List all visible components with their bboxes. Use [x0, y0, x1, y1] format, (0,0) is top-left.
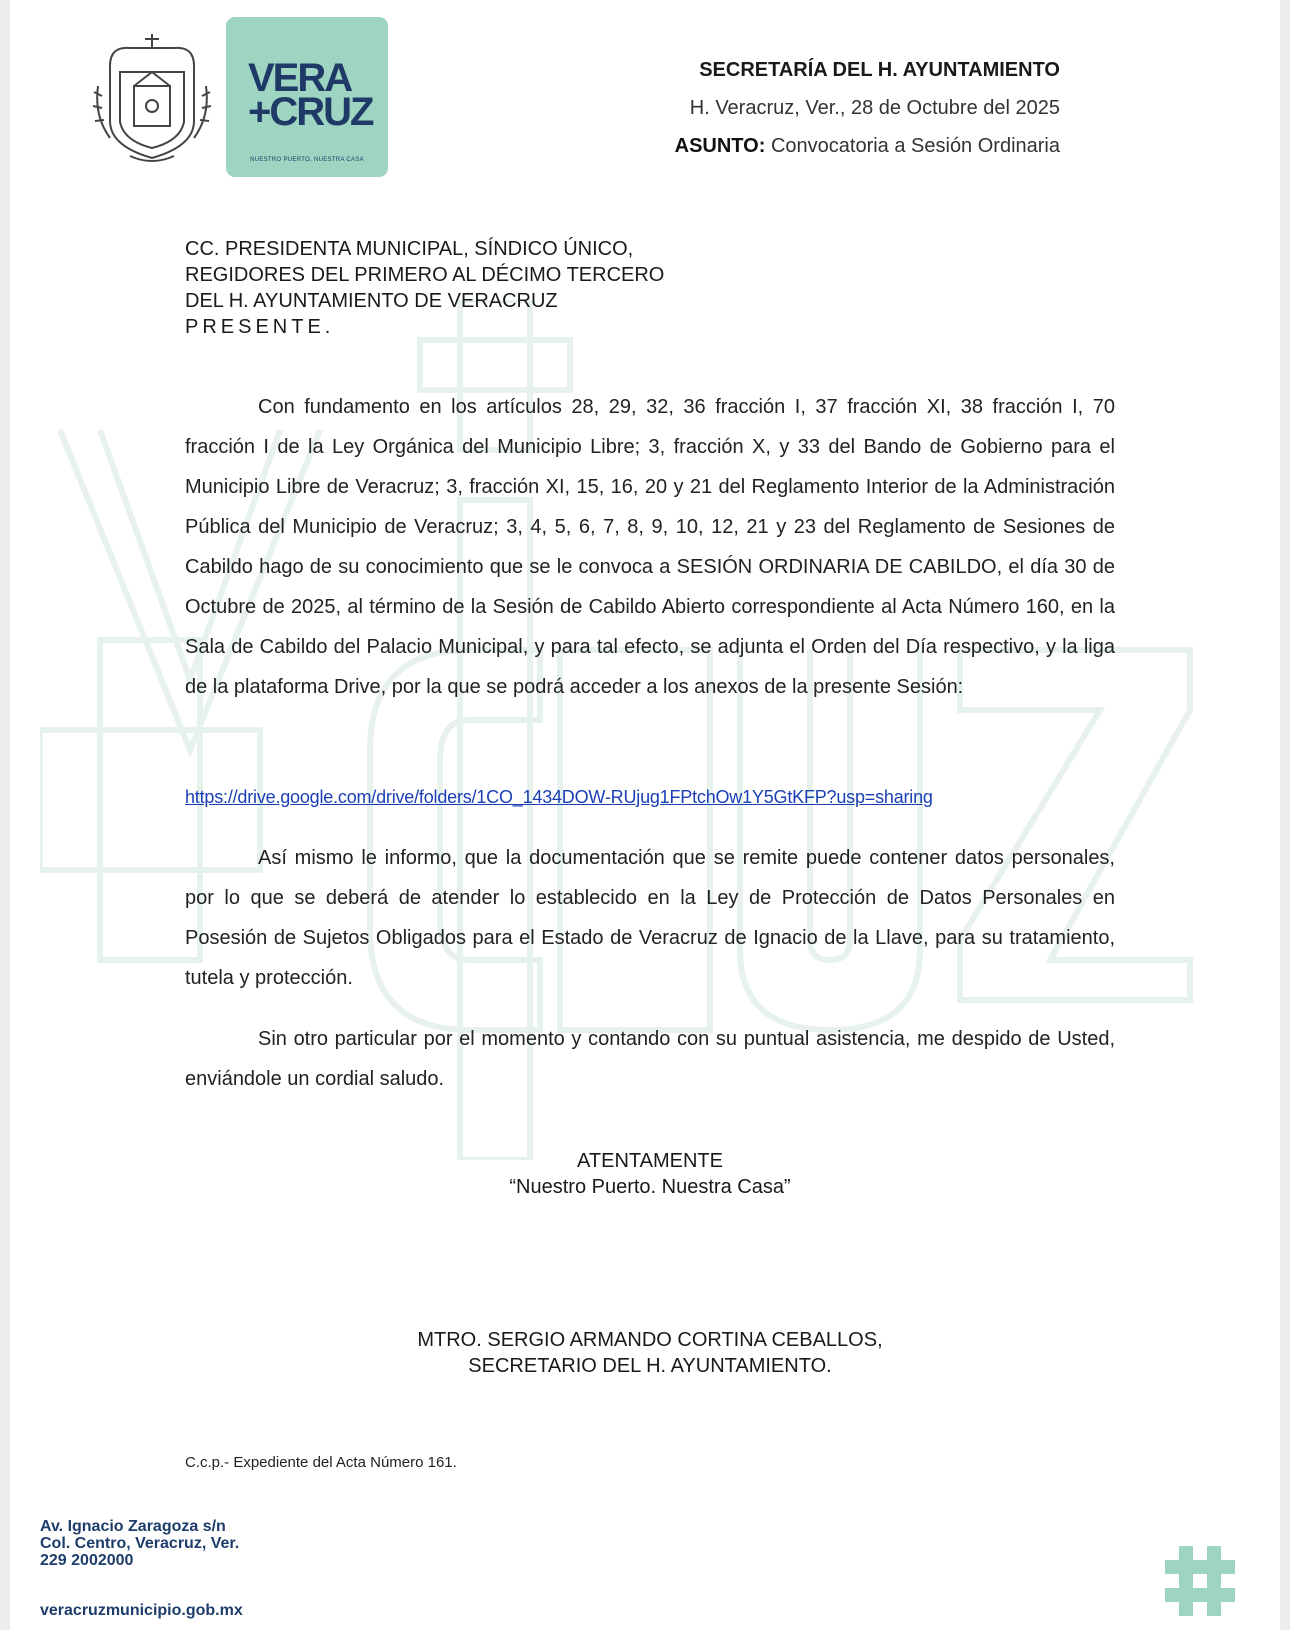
addressee-block [185, 236, 664, 340]
body-paragraph-legal-basis: Con fundamento en los artículos 28, 29, 32, 36 fracción I, 37 fracción XI, 38 fracción I, 70 fracción I de la Ley Orgánica del Municipio Libre; 3, fracción X, y 33 del Bando de Gobierno para el Municipio Libre de Veracruz; 3, fracción XI, 15, 16, 20 y 21 del Reglamento Interior de la Administración Pública del Municipio de Veracruz; 3, 4, 5, 6, 7, 8, 9, 10, 12, 21 y 23 del Reglamento de Sesiones de Cabildo hago de su conocimiento que se le convoca a SESIÓN ORDINARIA DE CABILDO, el día 30 de Octubre de 2025, al término de la Sesión de Cabildo Abierto correspondiente al Acta Número 160, en la Sala de Cabildo del Palacio Municipal, y para tal efecto, se adjunta el Orden del Día respectivo, y la liga de la plataforma Drive, por la que se podrá acceder a los anexos de la presente Sesión: [185, 396, 1115, 698]
logo-line-cruz: +CRUZ [248, 90, 373, 134]
place-date: H. Veracruz, Ver., 28 de Octubre del 2025 [689, 97, 1060, 119]
footer-address-line: Av. Ignacio Zaragoza s/n [40, 1518, 226, 1535]
signer-title: SECRETARIO DEL H. AYUNTAMIENTO. [468, 1355, 832, 1377]
carbon-copy-note: C.c.p.- Expediente del Acta Número 161. [185, 1454, 457, 1471]
footer-cross-icon [1165, 1546, 1235, 1616]
logo-wordmark [248, 56, 373, 134]
closing-motto: “Nuestro Puerto. Nuestra Casa” [509, 1176, 791, 1198]
letter-page [10, 0, 1280, 1630]
veracruz-logo [226, 17, 388, 177]
subject-label: ASUNTO: [674, 135, 766, 157]
signer-name: MTRO. SERGIO ARMANDO CORTINA CEBALLOS, [417, 1329, 883, 1351]
footer-address-line: Col. Centro, Veracruz, Ver. [40, 1535, 240, 1552]
footer-phone: 229 2002000 [40, 1552, 134, 1569]
footer-contact [40, 1518, 243, 1619]
signature-block [185, 1327, 1115, 1379]
drive-link[interactable]: https://drive.google.com/drive/folders/1CO_1434DOW-RUjug1FPtchOw1Y5GtKFP?usp=sharing [185, 787, 933, 807]
logo-line-vera: VERA [248, 56, 352, 100]
addressee-line: CC. PRESIDENTA MUNICIPAL, SÍNDICO ÚNICO, [185, 238, 634, 260]
addressee-line: REGIDORES DEL PRIMERO AL DÉCIMO TERCERO [185, 264, 665, 286]
addressee-present: PRESENTE. [185, 316, 335, 338]
footer-website[interactable]: veracruzmunicipio.gob.mx [40, 1602, 243, 1619]
logo-tagline: NUESTRO PUERTO, NUESTRA CASA [250, 157, 364, 163]
body-paragraph-farewell: Sin otro particular por el momento y contando con su puntual asistencia, me despido de Usted, enviándole un cordial saludo. [185, 1028, 1115, 1090]
addressee-line: DEL H. AYUNTAMIENTO DE VERACRUZ [185, 290, 558, 312]
subject-line [675, 135, 1060, 158]
department-heading: SECRETARÍA DEL H. AYUNTAMIENTO [699, 59, 1060, 81]
body-paragraph-data-protection: Así mismo le informo, que la documentación que se remite puede contener datos personales, por lo que se deberá de atender lo establecido en la Ley de Protección de Datos Personales en Posesión de Sujetos Obligados para el Estado de Veracruz de Ignacio de la Llave, para su tratamiento, tutela y protección. [185, 847, 1115, 989]
closing-block [185, 1148, 1115, 1200]
closing-salutation: ATENTAMENTE [577, 1150, 723, 1172]
coat-of-arms-seal [90, 26, 214, 166]
subject-text: Convocatoria a Sesión Ordinaria [770, 135, 1060, 157]
